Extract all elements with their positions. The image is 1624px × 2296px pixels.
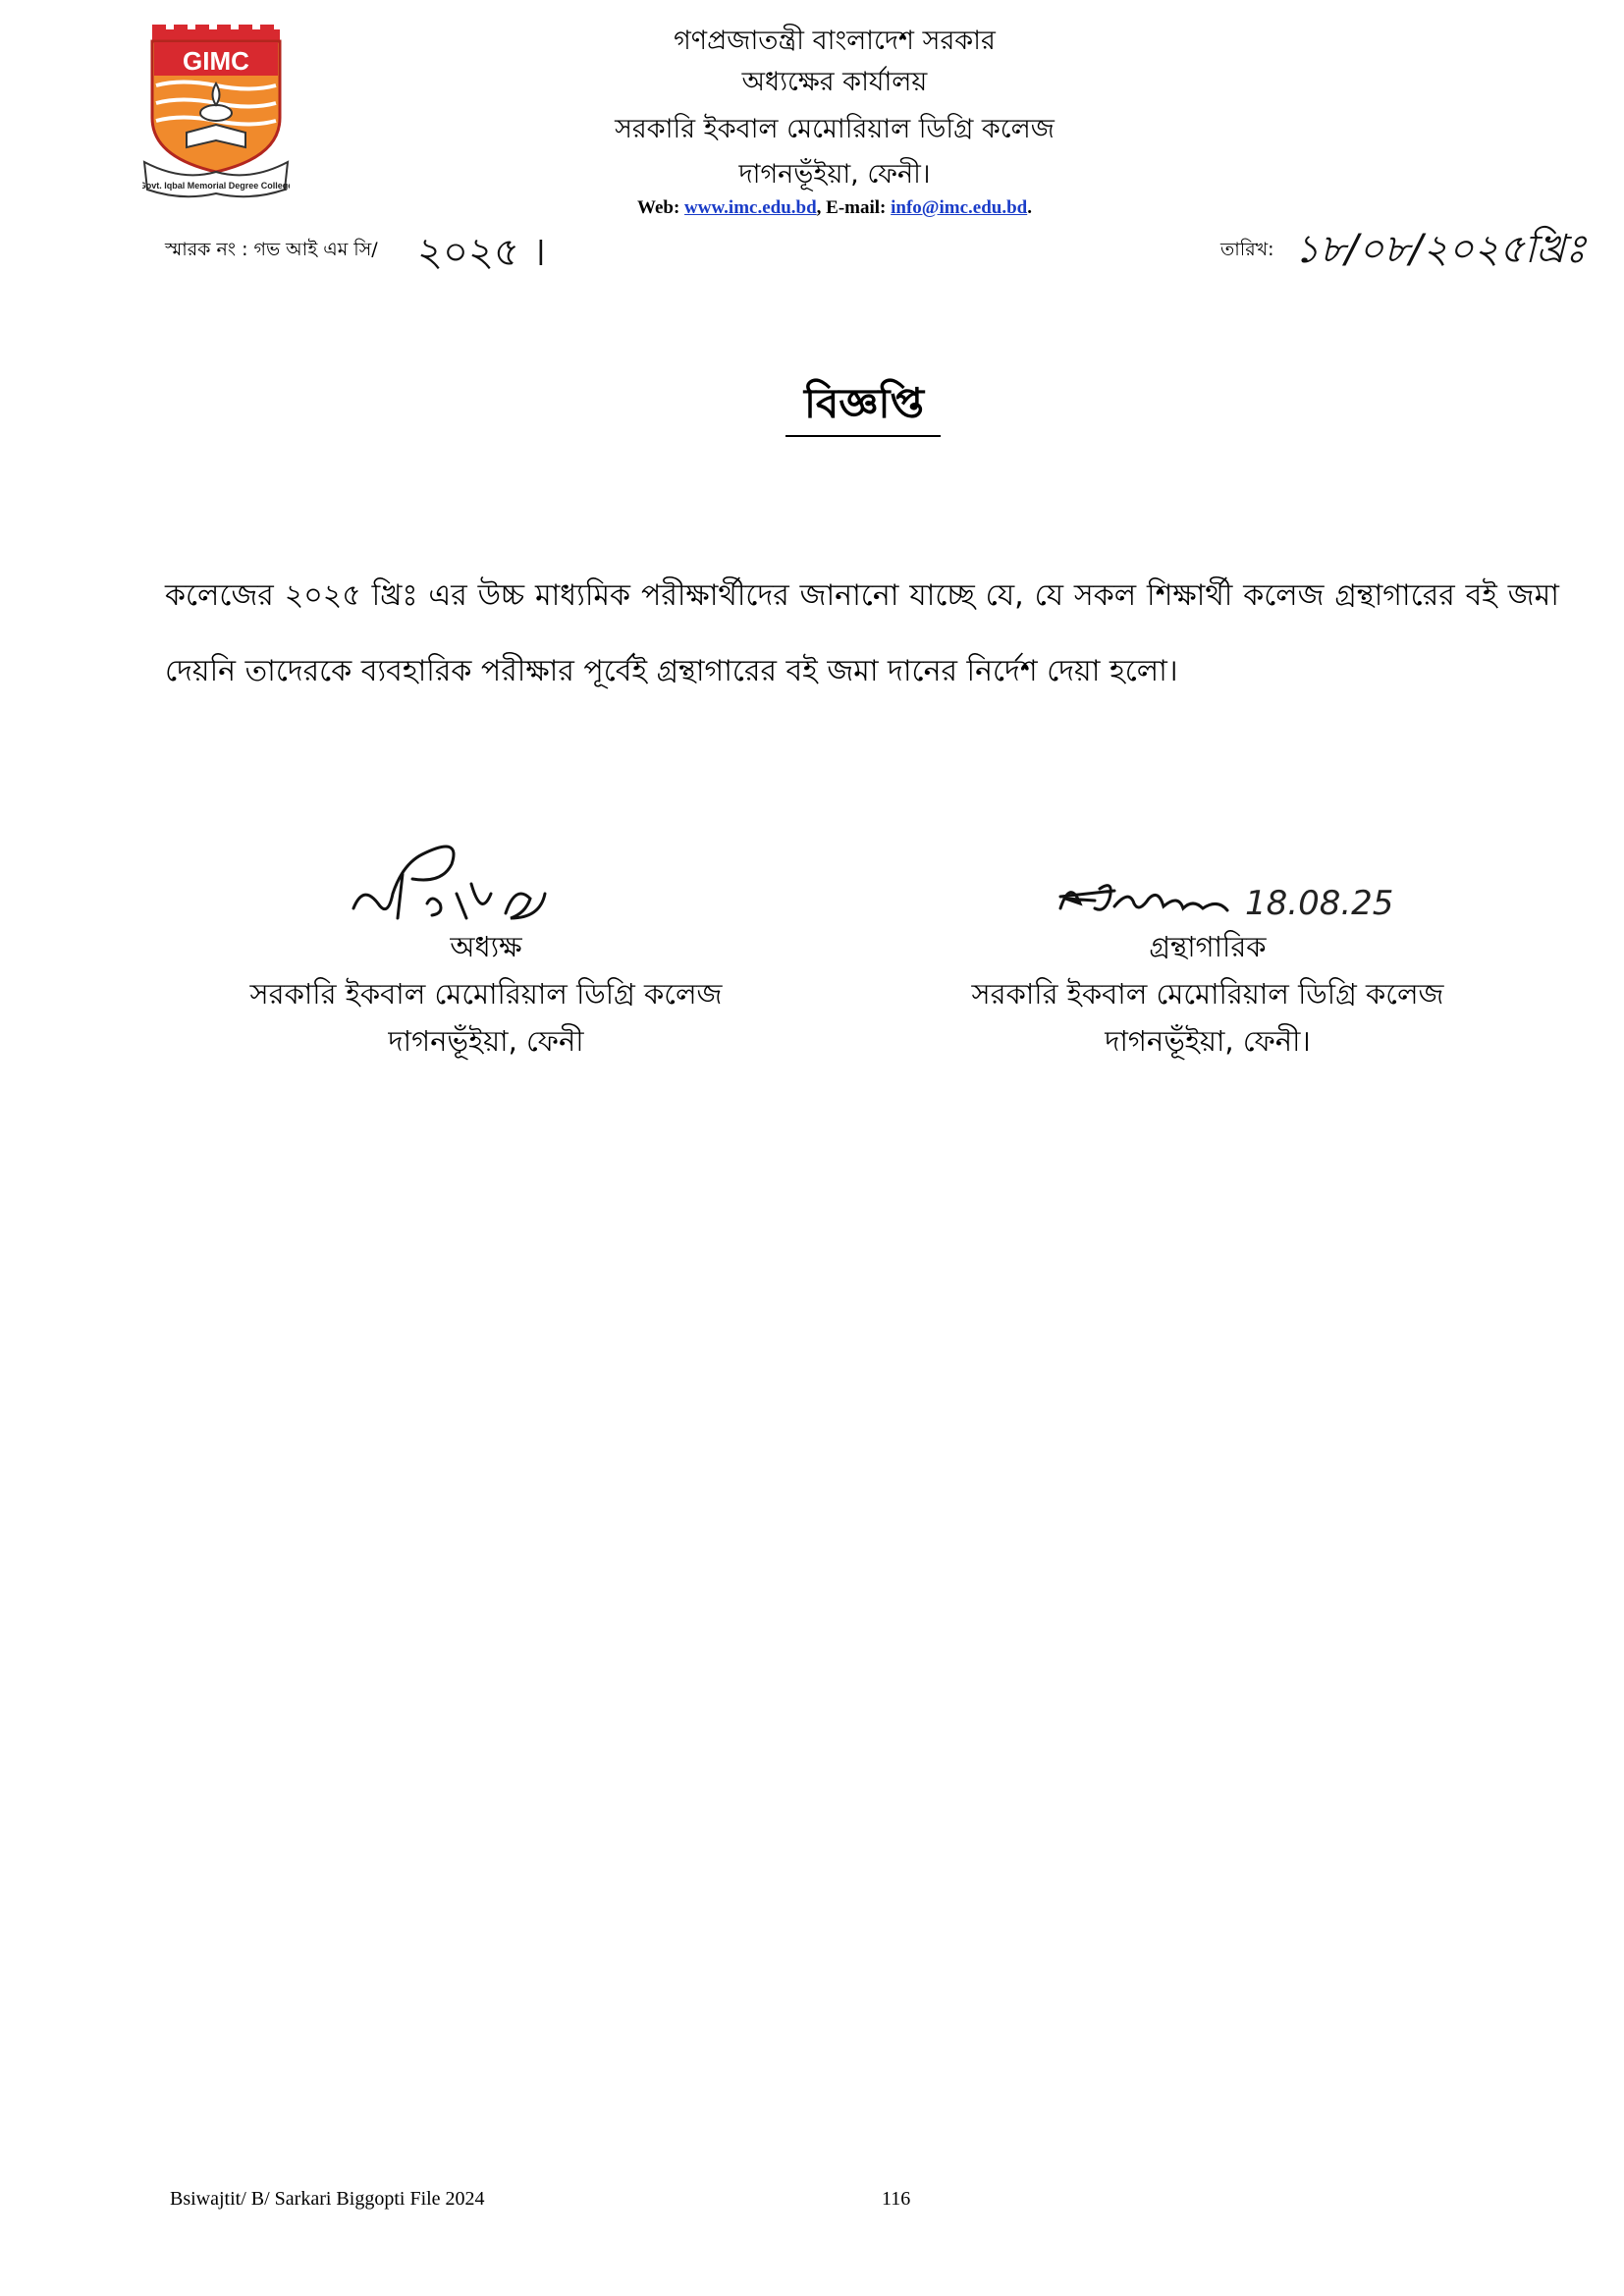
email-link[interactable]: info@imc.edu.bd (891, 197, 1028, 218)
svg-text:Govt. Iqbal Memorial Degree Co: Govt. Iqbal Memorial Degree College (142, 181, 290, 191)
principal-signature-block (206, 923, 766, 1065)
college-name: সরকারি ইকবাল মেমোরিয়াল ডিগ্রি কলেজ (615, 114, 1055, 144)
college-location: দাগনভূঁইয়া, ফেনী। (738, 159, 931, 190)
librarian-signature (1056, 869, 1252, 928)
college-logo (142, 25, 290, 201)
office-name: অধ্যক্ষের কার্যালয় (741, 67, 928, 97)
date-value: ১৮/০৮/২০২৫খ্রিঃ (1294, 227, 1587, 272)
memo-number: ২০২৫ । (417, 230, 546, 275)
librarian-title: গ্রন্থাগারিক (1149, 930, 1267, 963)
title-underline (785, 435, 941, 437)
svg-text:GIMC: GIMC (183, 46, 249, 76)
email-label: E-mail: (826, 197, 887, 218)
page-number: 116 (882, 2188, 911, 2210)
principal-college: সরকারি ইকবাল মেমোরিয়াল ডিগ্রি কলেজ (249, 977, 723, 1011)
college-crest-icon (142, 25, 290, 201)
web-label: Web: (637, 197, 680, 218)
librarian-signed-date: 18.08.25 (1245, 884, 1394, 923)
principal-location: দাগনভূঁইয়া, ফেনী (388, 1024, 584, 1058)
footer-file-path: Bsiwajtit/ B/ Sarkari Biggopti File 2024 (170, 2188, 485, 2210)
web-link[interactable]: www.imc.edu.bd (684, 197, 817, 218)
principal-title: অধ্যক্ষ (450, 930, 522, 963)
notice-body: কলেজের ২০২৫ খ্রিঃ এর উচ্চ মাধ্যমিক পরীক্ষার্থীদের জানানো যাচ্ছে যে, যে সকল শিক্ষার্থী কলেজ গ্রন্থাগারের বই জমা দেয়নি তাদেরকে ব্যবহারিক পরীক্ষার পূর্বেই গ্রন্থাগারের বই জমা দানের নির্দেশ দেয়া হলো। (165, 578, 1559, 688)
principal-signature (334, 825, 579, 933)
government-name: গণপ্রজাতন্ত্রী বাংলাদেশ সরকার (674, 26, 996, 56)
date-label: তারিখ: (1220, 239, 1274, 260)
memo-label: স্মারক নং : গভ আই এম সি/ (165, 239, 378, 260)
contact-line: Web: www.imc.edu.bd, E-mail: info@imc.edu.bd. (637, 197, 1032, 218)
librarian-college: সরকারি ইকবাল মেমোরিয়াল ডিগ্রি কলেজ (971, 977, 1444, 1011)
librarian-location: দাগনভূঁইয়া, ফেনী। (1105, 1024, 1311, 1058)
notice-title: বিজ্ঞপ্তি (803, 379, 925, 427)
librarian-signature-block (884, 923, 1532, 1065)
